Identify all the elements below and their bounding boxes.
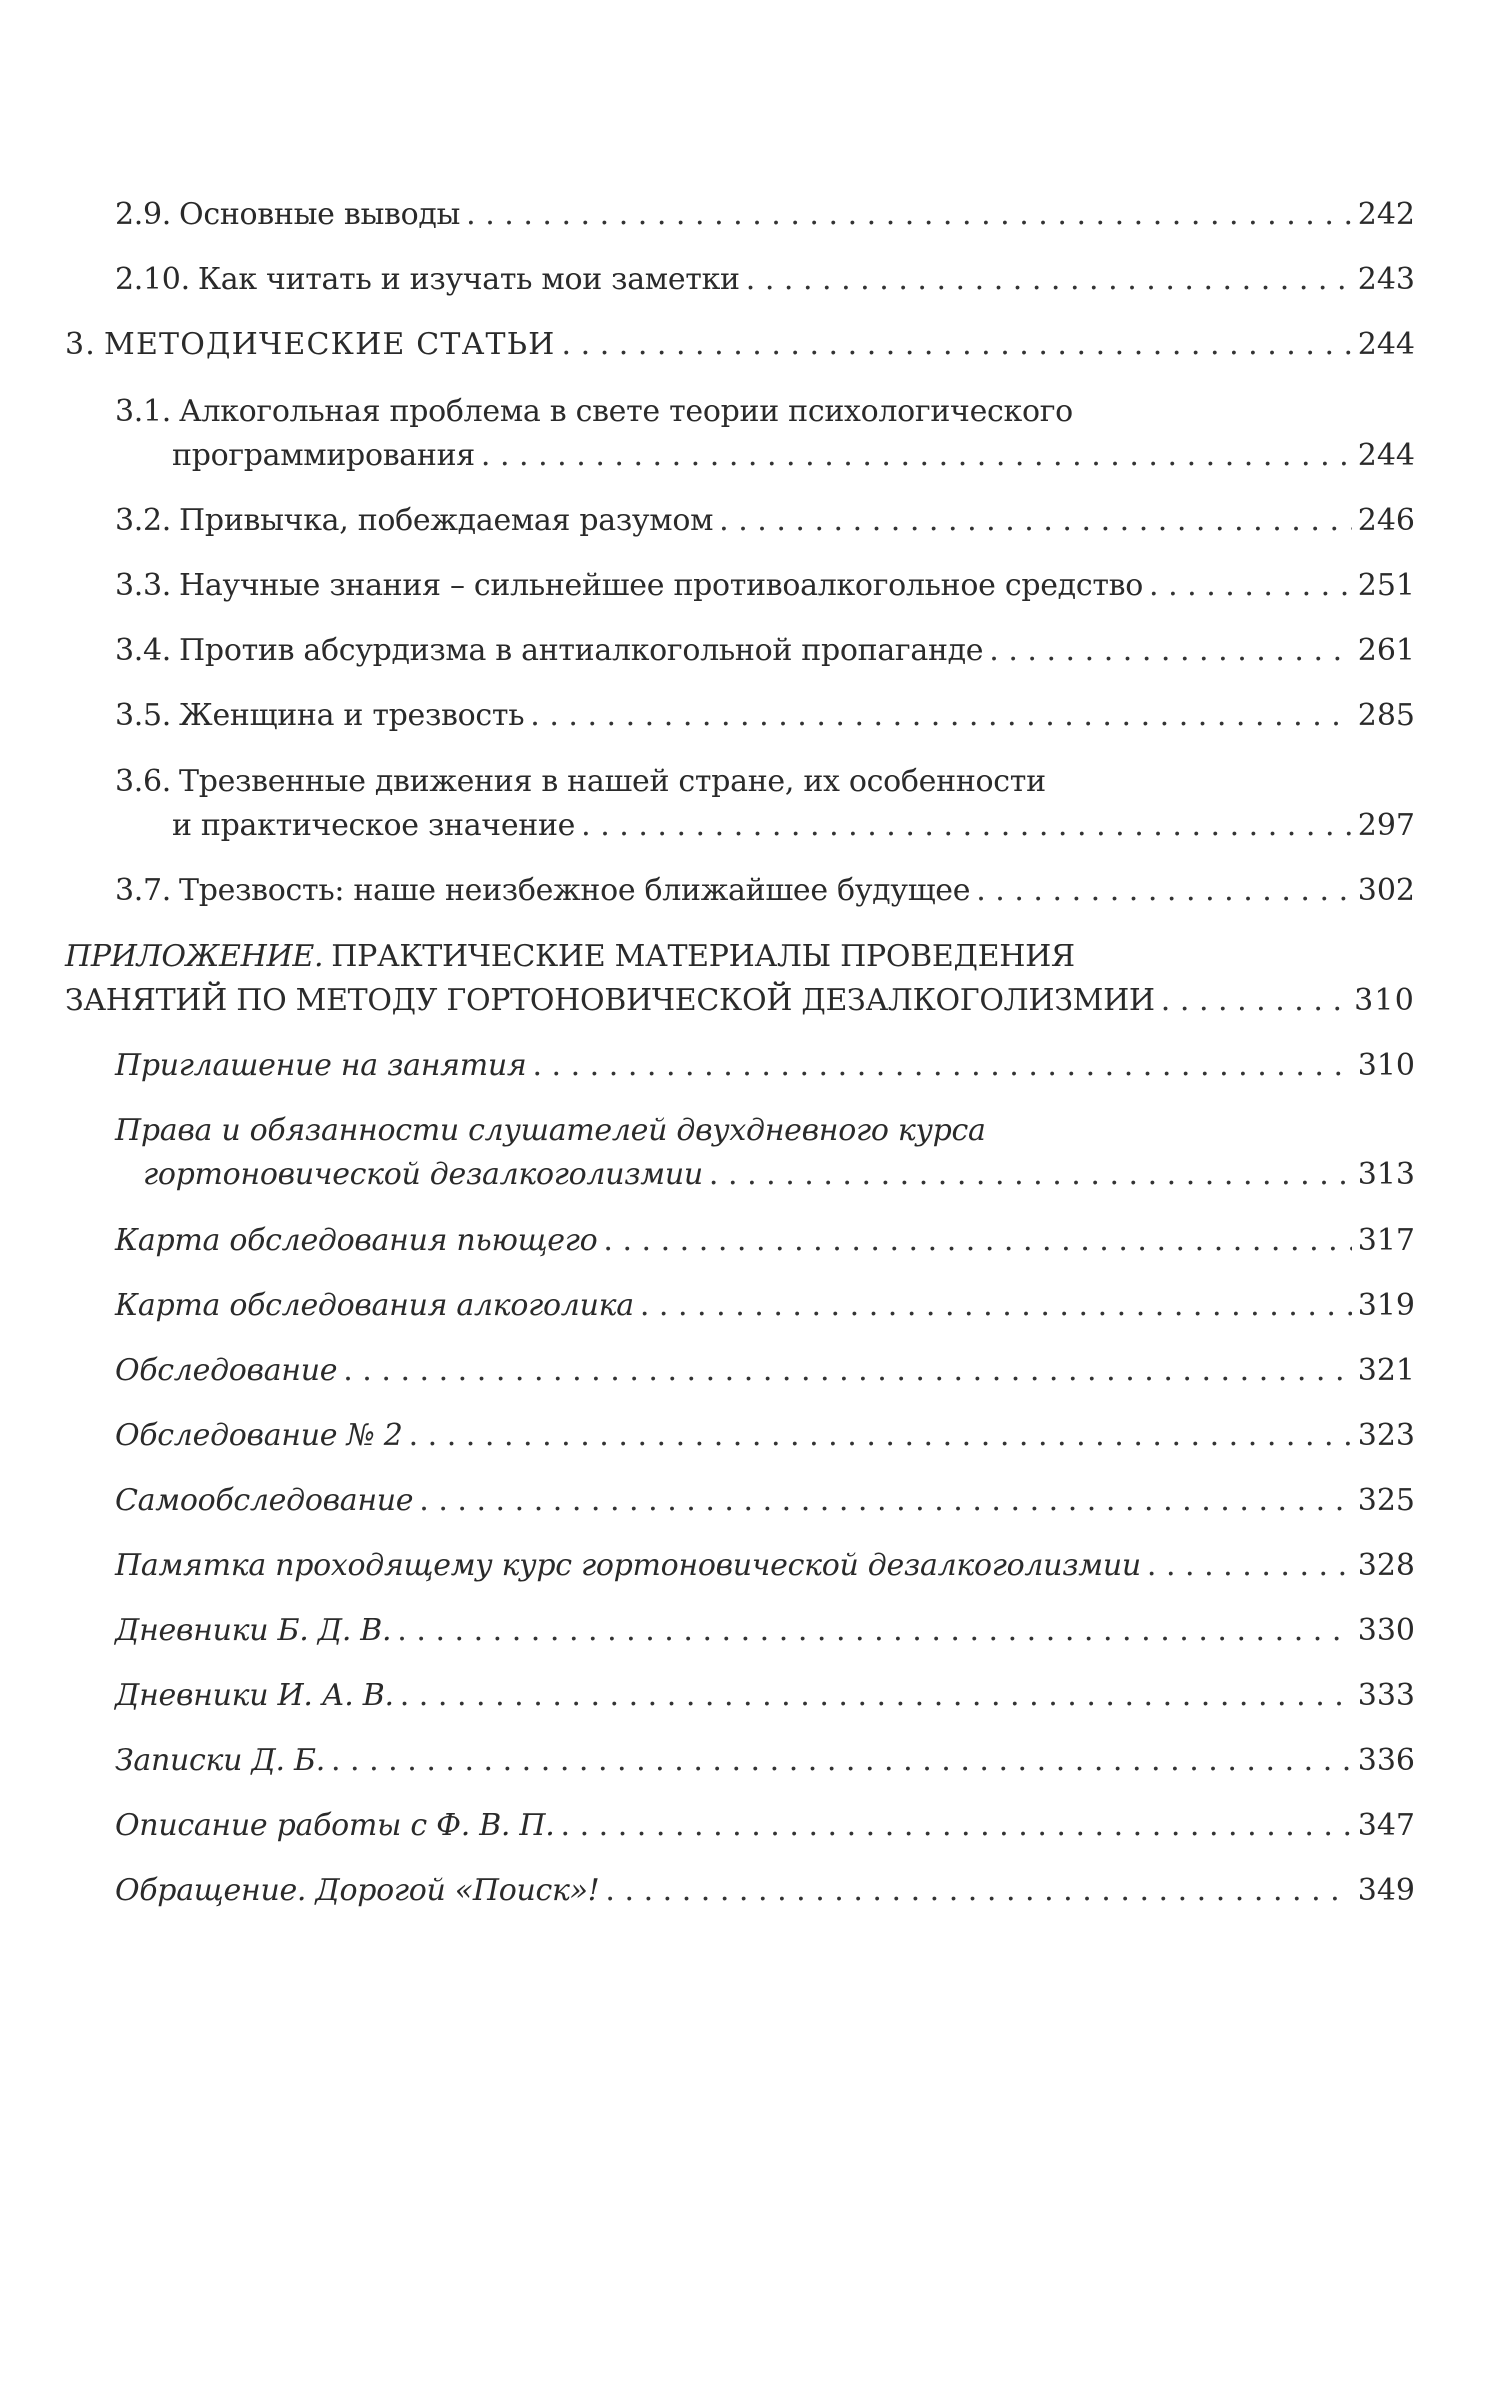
page-number: 243 xyxy=(1357,262,1415,297)
dot-leader xyxy=(989,629,1351,673)
dot-leader xyxy=(746,258,1352,302)
page-number: 330 xyxy=(1357,1613,1415,1648)
entry-title-line2: программирования xyxy=(172,438,475,473)
item-title: Обращение. Дорогой «Поиск»! xyxy=(115,1873,600,1908)
entry-number: 3.7. xyxy=(115,873,172,908)
item-title: Карта обследования алкоголика xyxy=(115,1288,634,1323)
item-title: Карта обследования пьющего xyxy=(115,1223,598,1258)
entry-number: 3.2. xyxy=(115,503,172,538)
item-title: Приглашение на занятия xyxy=(115,1048,527,1083)
item-title: Обследование № 2 xyxy=(115,1418,403,1453)
entry-title: 3.4. Против абсурдизма в антиалкогольной пропаганде xyxy=(115,633,984,668)
page-number: 317 xyxy=(1357,1223,1415,1258)
page-number: 242 xyxy=(1357,197,1415,232)
dot-leader xyxy=(603,1219,1351,1263)
entry-number: 2.9. xyxy=(115,197,172,232)
entry-number: 3.6. xyxy=(115,764,172,799)
dot-leader xyxy=(419,1479,1351,1523)
page-number: 310 xyxy=(1354,983,1415,1018)
page-number: 336 xyxy=(1357,1743,1415,1778)
entry-number: 3.3. xyxy=(115,568,172,603)
dot-leader xyxy=(976,869,1352,913)
dot-leader xyxy=(530,694,1351,738)
item-title: Самообследование xyxy=(115,1483,414,1518)
entry-title: 3.5. Женщина и трезвость xyxy=(115,698,525,733)
entry-title: 2.9. Основные выводы xyxy=(115,197,461,232)
page-number: 349 xyxy=(1357,1873,1415,1908)
page-number: 244 xyxy=(1357,327,1415,362)
item-title-line1: Права и обязанности слушателей двухдневного курса xyxy=(115,1113,986,1148)
entry-title: 3.2. Привычка, побеждаемая разумом xyxy=(115,503,714,538)
dot-leader xyxy=(343,1349,1352,1393)
item-title: Дневники Б. Д. В. xyxy=(115,1613,392,1648)
page-number: 251 xyxy=(1357,568,1415,603)
dot-leader xyxy=(466,193,1352,237)
entry-number: 3.1. xyxy=(115,394,172,429)
dot-leader xyxy=(605,1869,1351,1913)
entry-title: 2.10. Как читать и изучать мои заметки xyxy=(115,262,740,297)
page-number: 244 xyxy=(1357,438,1415,473)
page-number: 310 xyxy=(1357,1048,1415,1083)
item-title: Памятка проходящему курс гортоновической дезалкоголизмии xyxy=(115,1548,1141,1583)
section-title: 3. МЕТОДИЧЕСКИЕ СТАТЬИ xyxy=(65,327,556,362)
dot-leader xyxy=(640,1284,1352,1328)
item-title: Дневники И. А. В. xyxy=(115,1678,394,1713)
page-number: 333 xyxy=(1357,1678,1415,1713)
appendix-label: ПРИЛОЖЕНИЕ. xyxy=(65,939,324,974)
item-title: Обследование xyxy=(115,1353,338,1388)
item-title: Записки Д. Б. xyxy=(115,1743,325,1778)
page-number: 302 xyxy=(1357,873,1415,908)
dot-leader xyxy=(719,499,1352,543)
page-number: 285 xyxy=(1357,698,1415,733)
page-number: 328 xyxy=(1357,1548,1415,1583)
dot-leader xyxy=(709,1153,1352,1197)
appendix-title-line2: ЗАНЯТИЙ ПО МЕТОДУ ГОРТОНОВИЧЕСКОЙ ДЕЗАЛКОГОЛИЗМИИ xyxy=(65,983,1155,1018)
entry-number: 3.5. xyxy=(115,698,172,733)
page-number: 323 xyxy=(1357,1418,1415,1453)
dot-leader xyxy=(400,1674,1352,1718)
dot-leader xyxy=(562,323,1352,367)
dot-leader xyxy=(1161,979,1348,1023)
dot-leader xyxy=(331,1739,1352,1783)
dot-leader xyxy=(481,434,1352,478)
entry-title: 3.7. Трезвость: наше неизбежное ближайшее будущее xyxy=(115,873,971,908)
dot-leader xyxy=(1149,564,1352,608)
entry-title-line1: 3.6. Трезвенные движения в нашей стране, их особенности xyxy=(115,764,1046,799)
dot-leader xyxy=(561,1804,1352,1848)
page-number: 261 xyxy=(1357,633,1415,668)
entry-number: 2.10. xyxy=(115,262,190,297)
page-number: 319 xyxy=(1357,1288,1415,1323)
dot-leader xyxy=(409,1414,1352,1458)
entry-title-line1: 3.1. Алкогольная проблема в свете теории психологического xyxy=(115,394,1073,429)
page-number: 325 xyxy=(1357,1483,1415,1518)
dot-leader xyxy=(532,1044,1351,1088)
page-number: 347 xyxy=(1357,1808,1415,1843)
dot-leader xyxy=(1147,1544,1352,1588)
dot-leader xyxy=(581,804,1352,848)
section-number: 3. xyxy=(65,327,97,362)
entry-number: 3.4. xyxy=(115,633,172,668)
page-number: 313 xyxy=(1357,1157,1415,1192)
page-number: 297 xyxy=(1357,808,1415,843)
dot-leader xyxy=(397,1609,1351,1653)
item-title-line2: гортоновической дезалкоголизмии xyxy=(143,1157,703,1192)
page-number: 246 xyxy=(1357,503,1415,538)
entry-title-line2: и практическое значение xyxy=(172,808,576,843)
appendix-title-line1: ПРИЛОЖЕНИЕ. ПРАКТИЧЕСКИЕ МАТЕРИАЛЫ ПРОВЕДЕНИЯ xyxy=(65,939,1075,974)
page-number: 321 xyxy=(1357,1353,1415,1388)
item-title: Описание работы с Ф. В. П. xyxy=(115,1808,555,1843)
entry-title: 3.3. Научные знания – сильнейшее противоалкогольное средство xyxy=(115,568,1143,603)
